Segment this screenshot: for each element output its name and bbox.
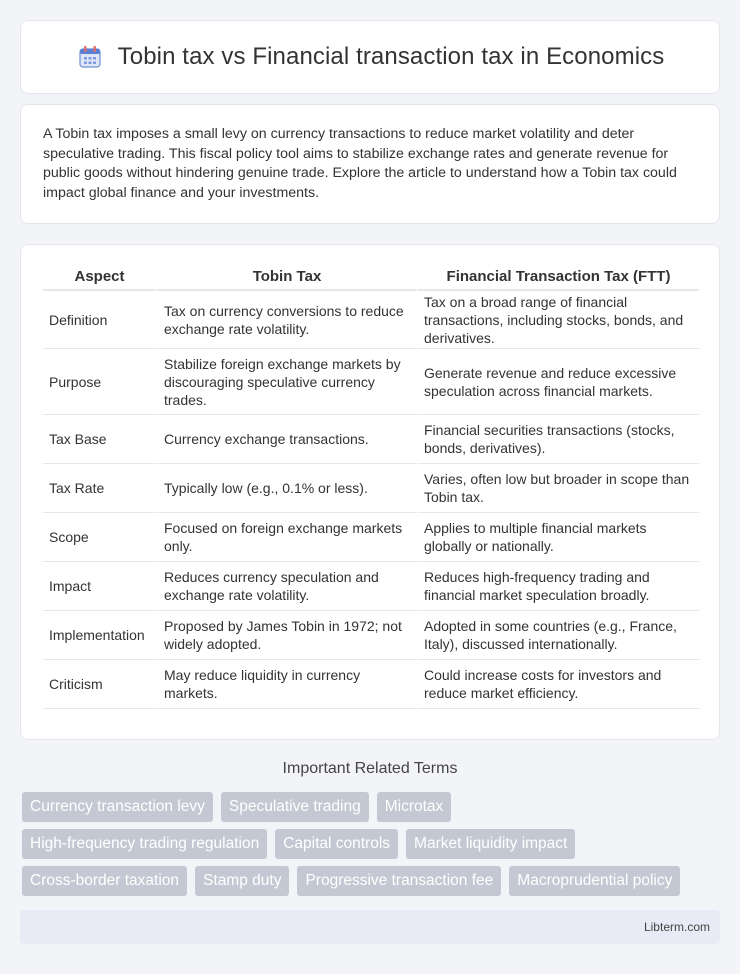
tag-stamp-duty[interactable]: Stamp duty [195,866,289,896]
table-row [43,349,699,415]
tag-macroprudential-policy[interactable]: Macroprudential policy [509,866,680,896]
row-ftt: Financial securities transactions (stocks, bonds, derivatives). [416,415,699,464]
table-row [43,464,699,513]
row-tobin: Stabilize foreign exchange markets by discouraging speculative currency trades. [156,349,416,415]
tag-speculative-trading[interactable]: Speculative trading [221,792,369,822]
table-header-row [43,265,699,291]
footer [20,910,720,944]
row-aspect: Purpose [43,349,156,415]
row-aspect: Criticism [43,660,156,709]
row-tobin: Proposed by James Tobin in 1972; not widely adopted. [156,611,416,660]
row-ftt: Generate revenue and reduce excessive speculation across financial markets. [416,349,699,415]
row-ftt: Could increase costs for investors and reduce market efficiency. [416,660,699,709]
related-terms [22,792,722,903]
comparison-table [43,265,699,709]
row-ftt: Adopted in some countries (e.g., France, Italy), discussed internationally. [416,611,699,660]
tag-microtax[interactable]: Microtax [377,792,452,822]
tag-market-liquidity-impact[interactable]: Market liquidity impact [406,829,575,859]
row-ftt: Tax on a broad range of financial transactions, including stocks, bonds, and derivatives. [416,291,699,349]
table-row [43,660,699,709]
header-tobin-tax: Tobin Tax [156,265,416,291]
row-tobin: Currency exchange transactions. [156,415,416,464]
row-aspect: Impact [43,562,156,611]
tag-row [22,792,722,822]
row-aspect: Scope [43,513,156,562]
tag-progressive-transaction-fee[interactable]: Progressive transaction fee [297,866,501,896]
calendar-icon [76,43,104,71]
row-aspect: Tax Rate [43,464,156,513]
page-title: Tobin tax vs Financial transaction tax in Economics [117,43,665,70]
comparison-card [20,244,720,740]
header-ftt: Financial Transaction Tax (FTT) [416,265,699,291]
row-aspect: Implementation [43,611,156,660]
table-row [43,513,699,562]
row-aspect: Tax Base [43,415,156,464]
tag-hft-regulation[interactable]: High-frequency trading regulation [22,829,267,859]
page-header [20,20,720,94]
header-aspect: Aspect [43,265,156,291]
row-ftt: Varies, often low but broader in scope than Tobin tax. [416,464,699,513]
table-row [43,415,699,464]
row-tobin: May reduce liquidity in currency markets. [156,660,416,709]
tag-row [22,866,722,896]
row-aspect: Definition [43,291,156,349]
row-tobin: Tax on currency conversions to reduce exchange rate volatility. [156,291,416,349]
table-row [43,611,699,660]
table-row [43,291,699,349]
related-terms-title: Important Related Terms [282,760,458,777]
tag-currency-transaction-levy[interactable]: Currency transaction levy [22,792,213,822]
tag-cross-border-taxation[interactable]: Cross-border taxation [22,866,187,896]
row-ftt: Reduces high-frequency trading and financial market speculation broadly. [416,562,699,611]
tag-row [22,829,722,859]
footer-link[interactable]: Libterm.com [643,920,710,934]
table-row [43,562,699,611]
row-tobin: Reduces currency speculation and exchange rate volatility. [156,562,416,611]
row-tobin: Typically low (e.g., 0.1% or less). [156,464,416,513]
intro-text: A Tobin tax imposes a small levy on currency transactions to reduce market volatility and deter speculative trading. This fiscal policy tool aims to stabilize exchange rates and generate revenue for public goods without hindering genuine trade. Explore the article to understand how a Tobin tax could impact global finance and your investments. [43,126,677,201]
tag-capital-controls[interactable]: Capital controls [275,829,398,859]
intro-card [20,104,720,224]
row-ftt: Applies to multiple financial markets globally or nationally. [416,513,699,562]
row-tobin: Focused on foreign exchange markets only. [156,513,416,562]
